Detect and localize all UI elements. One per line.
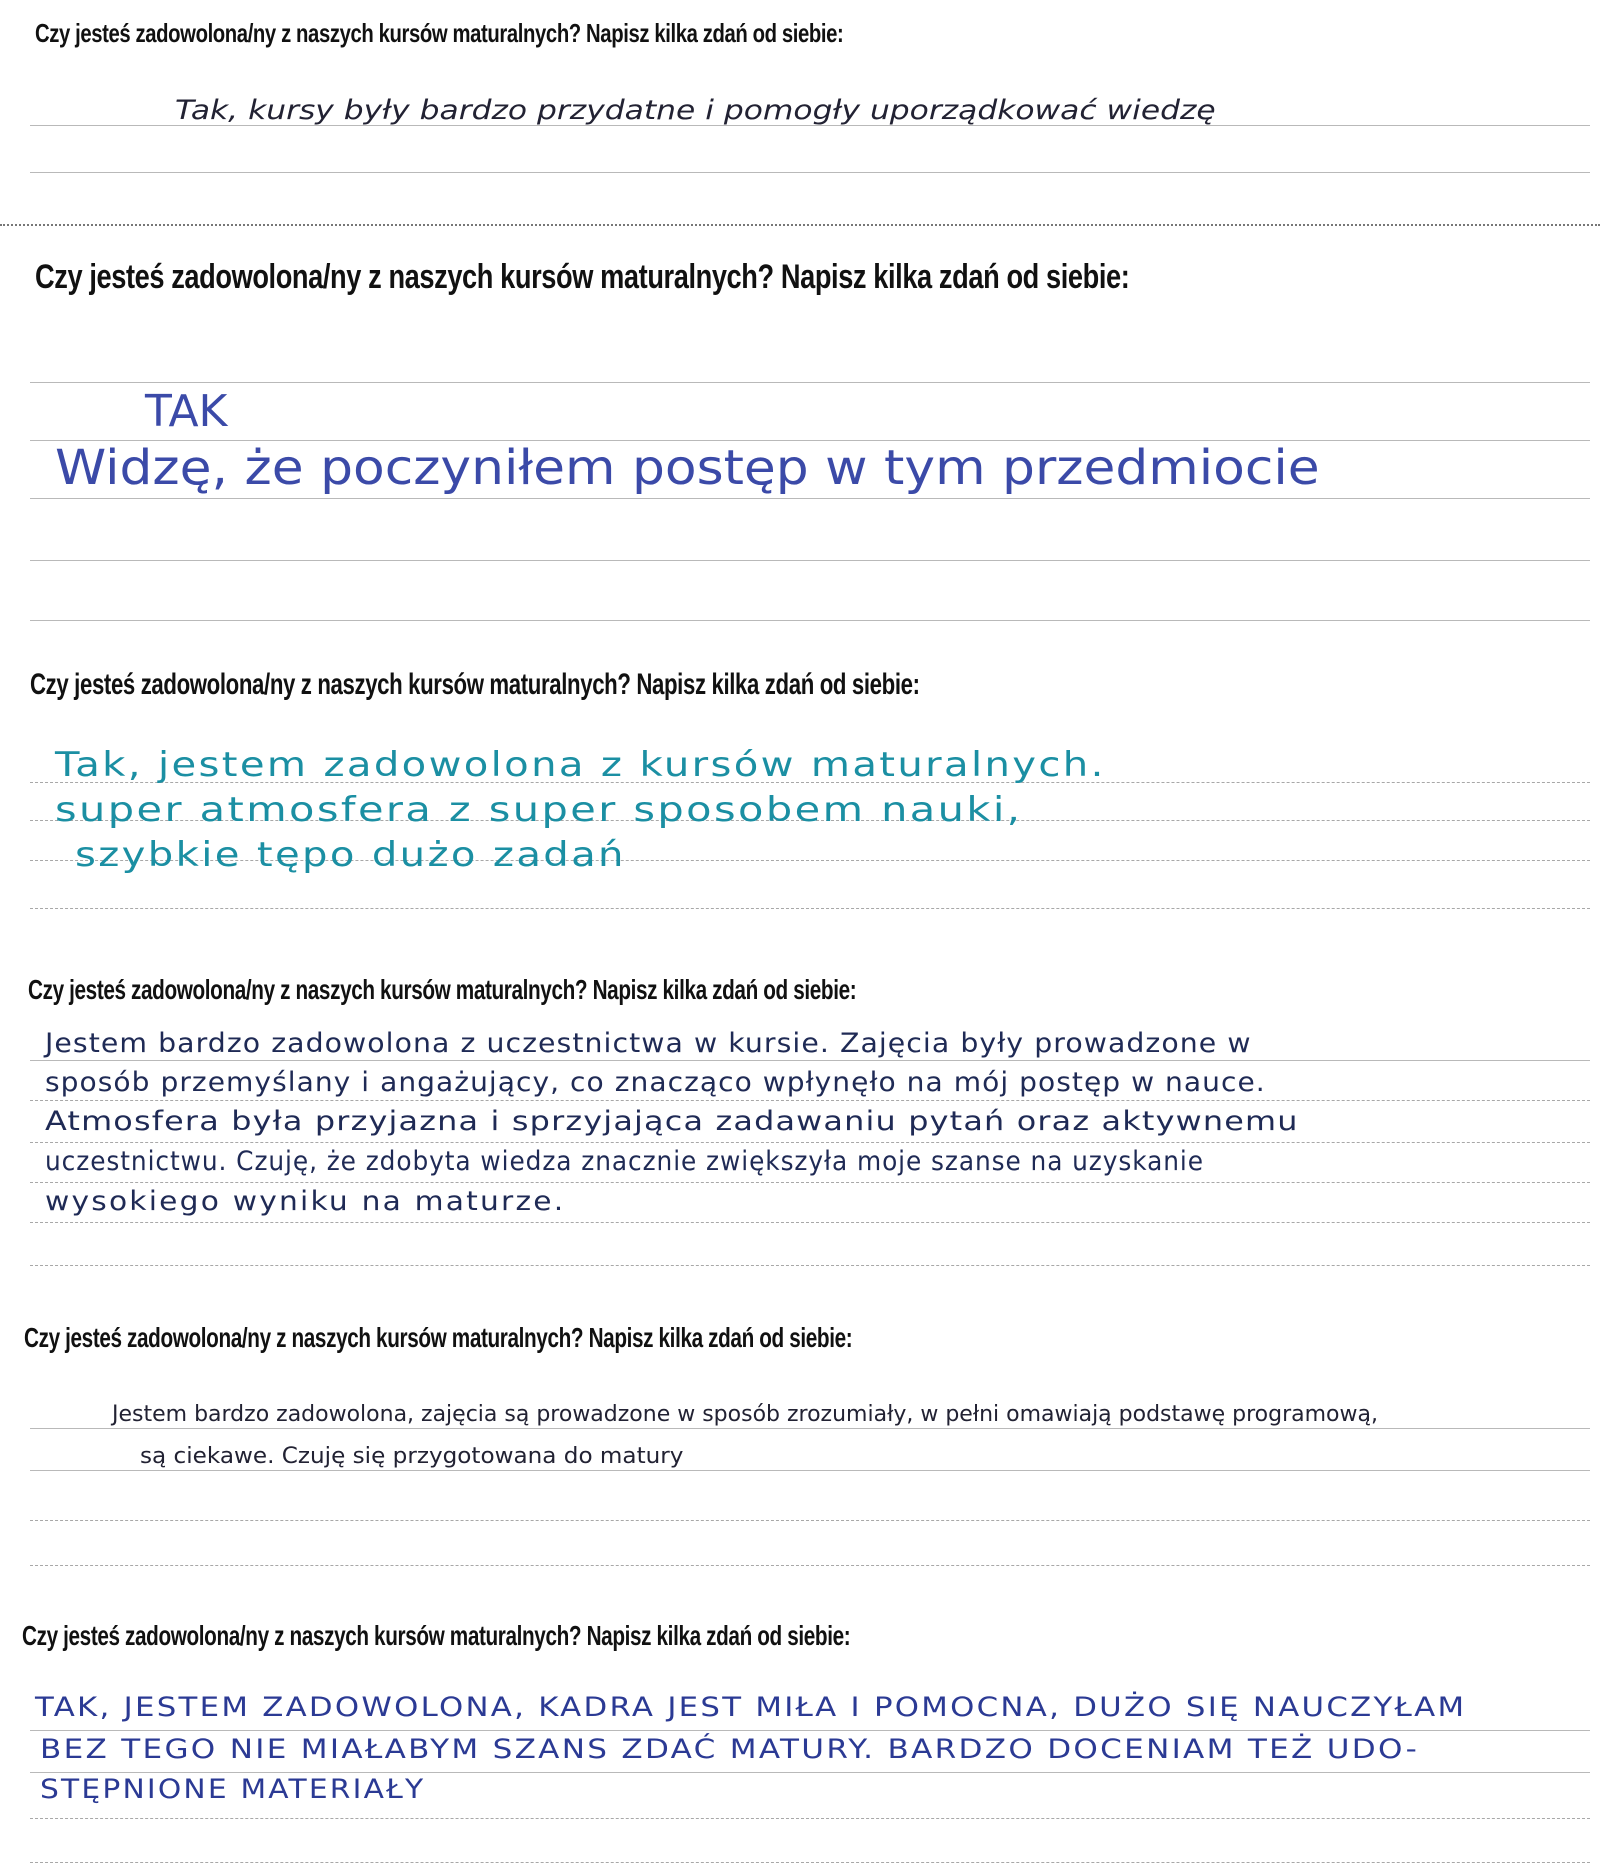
question-heading: Czy jesteś zadowolona/ny z naszych kursów maturalnych? Napisz kilka zdań od siebie: [30,668,920,701]
handwritten-answer-line: uczestnictwu. Czuję, że zdobyta wiedza znacznie zwiększyła moje szanse na uzyskanie [45,1146,1204,1177]
survey-response-3 [0,660,1600,945]
handwritten-answer-line: Tak, kursy były bardzo przydatne i pomogły uporządkować wiedzę [175,95,1216,126]
answer-line [30,1428,1590,1429]
handwritten-answer-line: szybkie tępo dużo zadań [75,835,626,875]
handwritten-answer-line: Widzę, że poczyniłem postęp w tym przedmiocie [55,440,1320,496]
question-heading: Czy jesteś zadowolona/ny z naszych kursów maturalnych? Napisz kilka zdań od siebie: [22,1620,851,1651]
answer-line [30,1862,1590,1863]
question-heading: Czy jesteś zadowolona/ny z naszych kursów maturalnych? Napisz kilka zdań od siebie: [28,974,857,1005]
survey-response-4 [0,960,1600,1290]
answer-line [30,172,1590,173]
handwritten-answer-line: wysokiego wyniku na maturze. [45,1186,566,1217]
answer-line [30,1265,1590,1266]
answer-line [30,1100,1590,1101]
answer-line [30,1818,1590,1819]
question-heading: Czy jesteś zadowolona/ny z naszych kursów maturalnych? Napisz kilka zdań od siebie: [35,258,1130,296]
answer-line [30,1470,1590,1471]
handwritten-answer-line: Jestem bardzo zadowolona z uczestnictwa w kursie. Zajęcia były prowadzone w [45,1028,1252,1059]
handwritten-answer-line: są ciekawe. Czuję się przygotowana do matury [140,1444,684,1469]
handwritten-answer-line: super atmosfera z super sposobem nauki, [55,790,1023,830]
survey-response-5 [0,1310,1600,1575]
answer-line [30,1730,1590,1731]
handwritten-answer-line: sposób przemyślany i angażujący, co znacząco wpłynęło na mój postęp w nauce. [45,1067,1266,1098]
answer-line [30,1772,1590,1773]
answer-line [30,620,1590,621]
answer-line [30,498,1590,499]
answer-line [30,1182,1590,1183]
handwritten-answer-line: Tak, jestem zadowolona z kursów maturalnych. [55,745,1106,785]
survey-response-2 [0,230,1600,650]
answer-line [30,560,1590,561]
answer-line [30,1222,1590,1223]
handwritten-answer-line: TAK [145,386,228,437]
question-heading: Czy jesteś zadowolona/ny z naszych kursów maturalnych? Napisz kilka zdań od siebie: [35,18,844,48]
answer-line [30,1565,1590,1566]
answer-line [30,908,1590,909]
question-heading: Czy jesteś zadowolona/ny z naszych kursów maturalnych? Napisz kilka zdań od siebie: [24,1322,853,1353]
answer-line [30,1520,1590,1521]
handwritten-answer-line: Jestem bardzo zadowolona, zajęcia są prowadzone w sposób zrozumiały, w pełni omawiają podstawę programową, [112,1402,1378,1427]
handwritten-answer-line: STĘPNIONE MATERIAŁY [40,1774,426,1805]
survey-response-1 [0,0,1600,225]
answer-line [30,1142,1590,1143]
answer-line [30,382,1590,383]
answer-line [30,1060,1590,1061]
handwritten-answer-line: BEZ TEGO NIE MIAŁABYM SZANS ZDAĆ MATURY. BARDZO DOCENIAM TEŻ UDO- [40,1734,1420,1765]
section-separator [0,224,1600,226]
handwritten-answer-line: TAK, JESTEM ZADOWOLONA, KADRA JEST MIŁA I POMOCNA, DUŻO SIĘ NAUCZYŁAM [35,1692,1467,1723]
survey-response-6 [0,1600,1600,1870]
handwritten-answer-line: Atmosfera była przyjazna i sprzyjająca zadawaniu pytań oraz aktywnemu [45,1106,1299,1137]
